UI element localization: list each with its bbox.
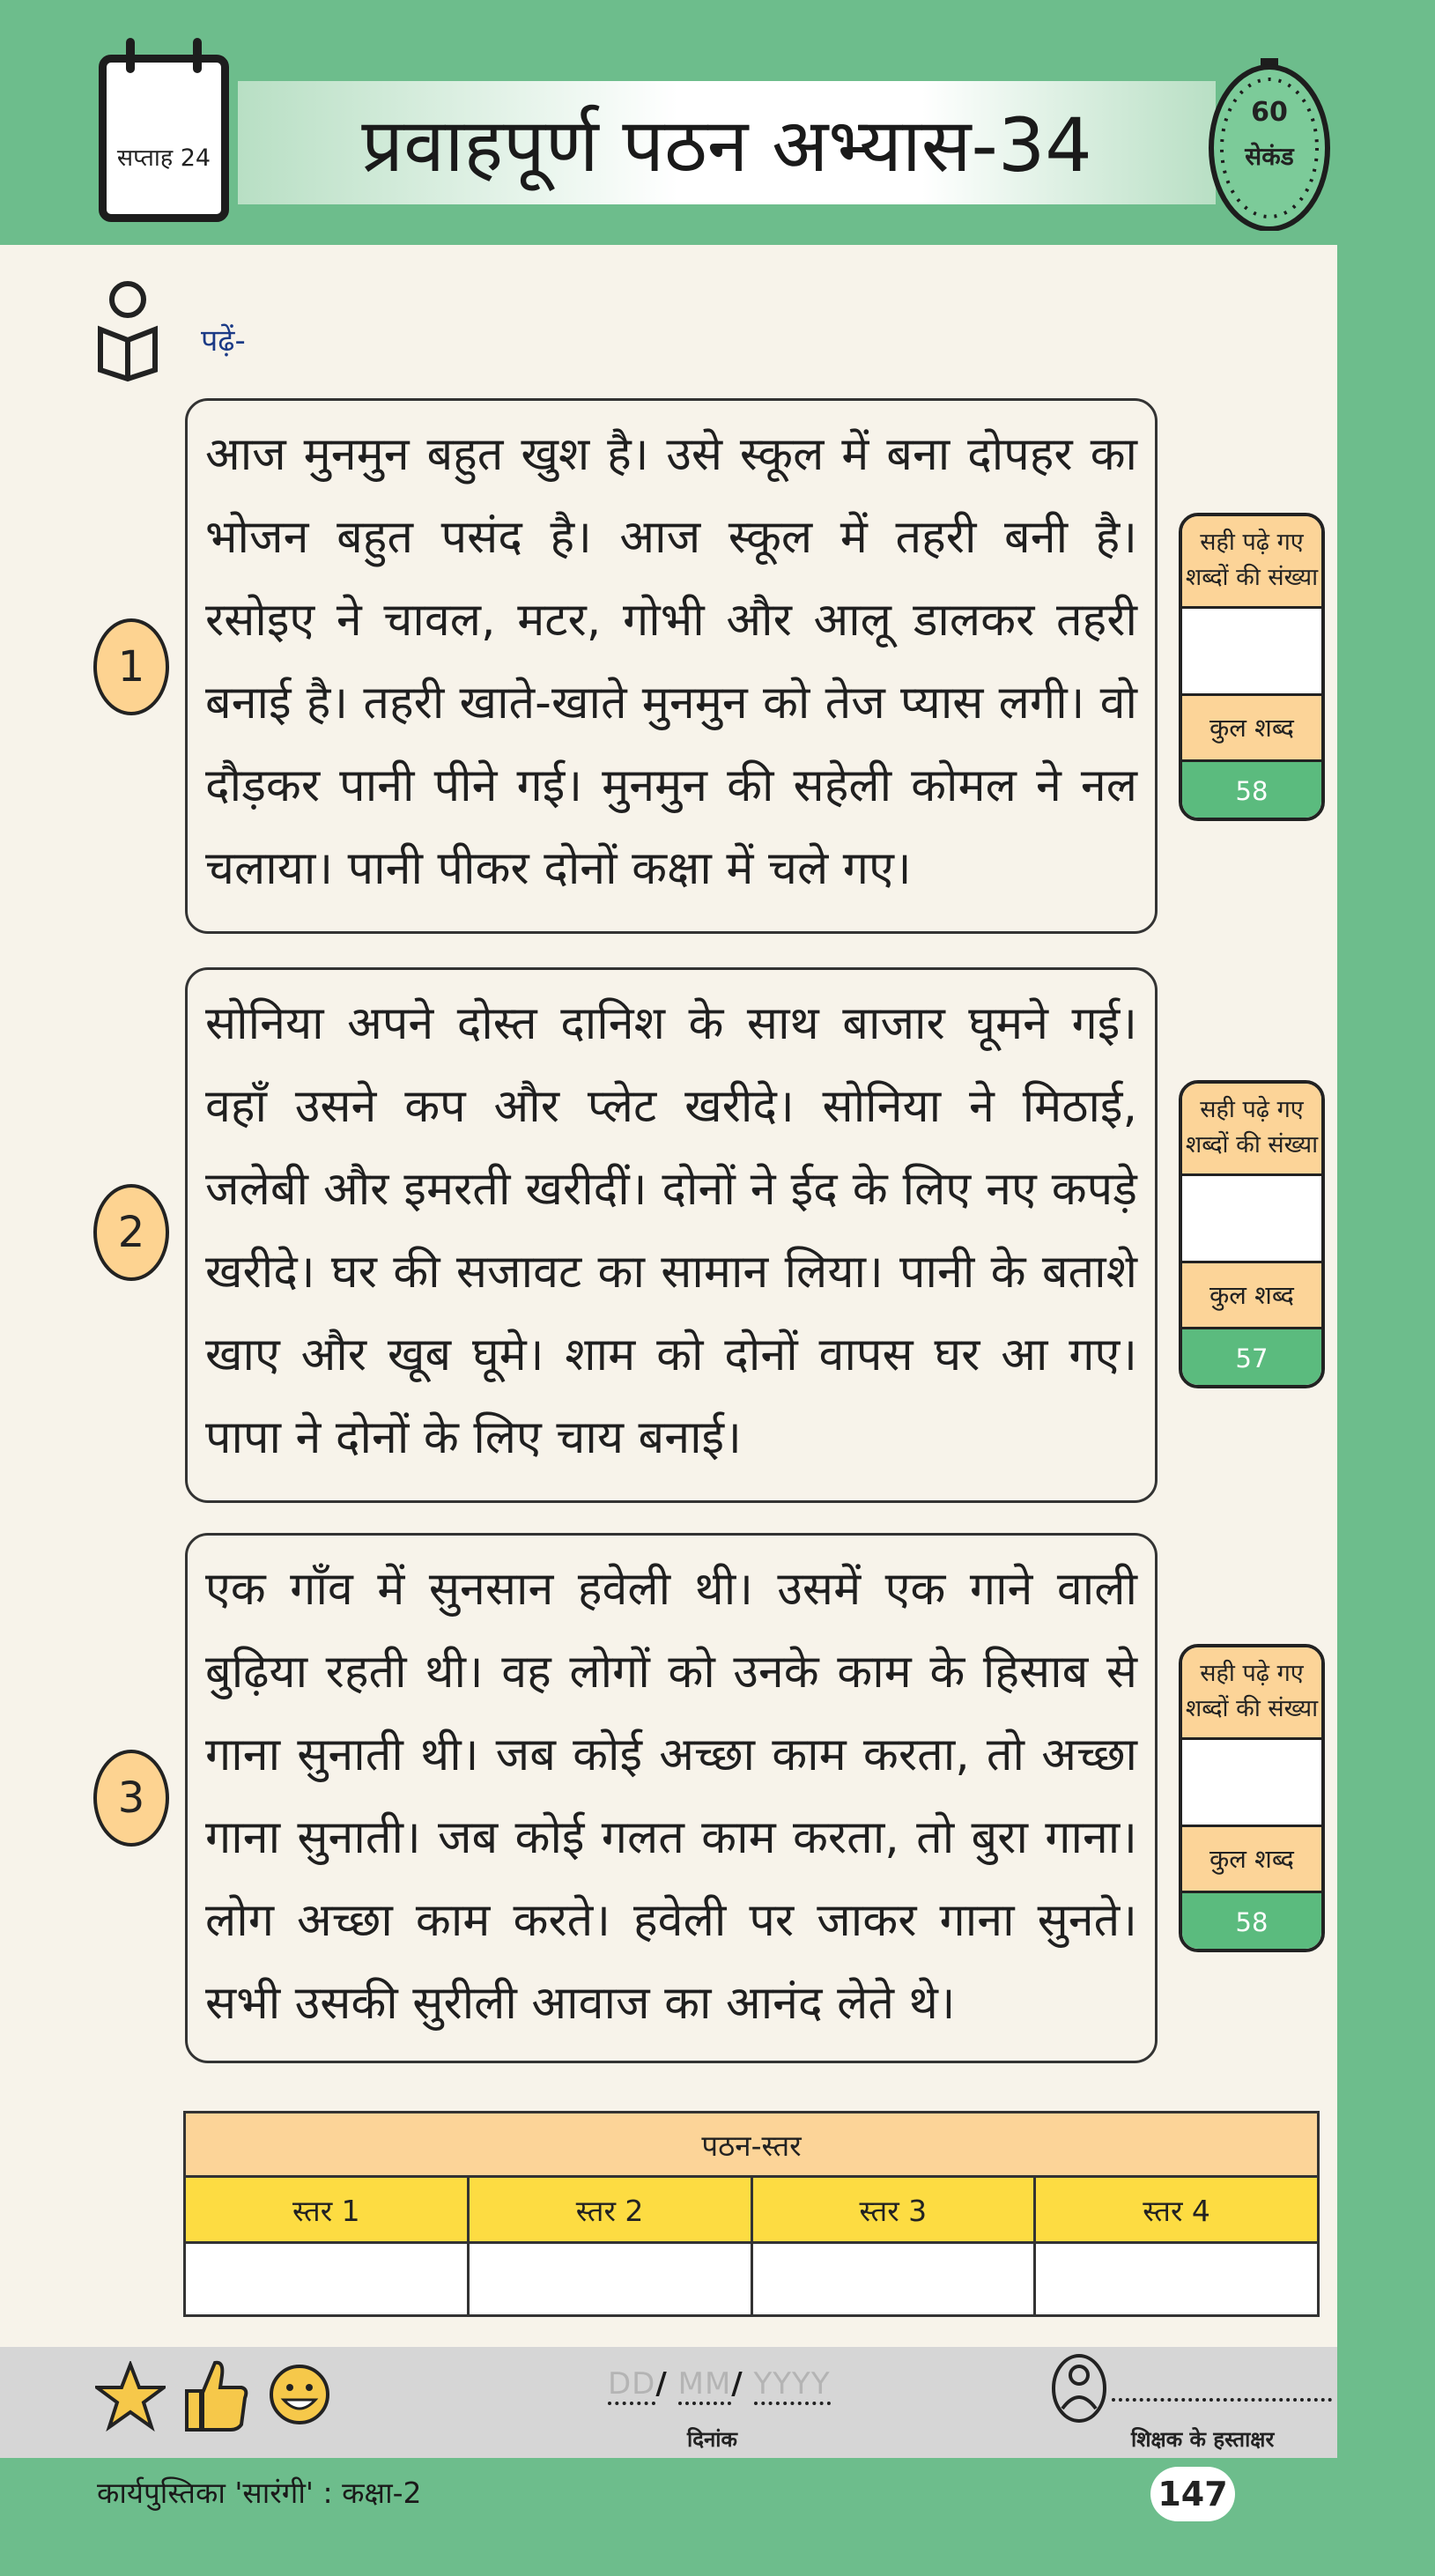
correct-words-label: सही पढ़े गए शब्दों की संख्या — [1182, 1084, 1321, 1173]
timer-badge — [1207, 58, 1332, 231]
passage-text: सोनिया अपने दोस्त दानिश के साथ बाजार घूमने गई। वहाँ उसने कप और प्लेट खरीदे। सोनिया ने मिठाई, जलेबी और इमरती खरीदीं। दोनों ने ईद के लिए नए कपड़े खरीदे। घर की सजावट का सामान लिया। पानी के बताशे खाए और खूब घूमे। शाम को दोनों वापस घर आ गए। पापा ने दोनों के लिए चाय बनाई। — [205, 997, 1137, 1464]
correct-words-input[interactable] — [1182, 1737, 1321, 1827]
smiley-icon[interactable] — [268, 2363, 331, 2426]
word-count-box — [1179, 1644, 1325, 1952]
passage-box — [185, 967, 1158, 1503]
level-marks-row — [185, 2243, 1319, 2316]
week-calendar-badge — [99, 55, 229, 222]
reading-level-header: पठन-स्तर — [185, 2113, 1319, 2177]
calendar-ring-icon — [126, 38, 135, 73]
teacher-signature-icon — [1050, 2352, 1108, 2424]
correct-words-label: सही पढ़े गए शब्दों की संख्या — [1182, 516, 1321, 606]
timer-value: 60 — [1251, 97, 1288, 128]
star-icon[interactable] — [95, 2361, 166, 2432]
date-field[interactable]: DD/ MM/ YYYY — [608, 2366, 831, 2402]
passage-text: एक गाँव में सुनसान हवेली थी। उसमें एक गाने वाली बुढ़िया रहती थी। वह लोगों को उनके काम के हिसाब से गाना सुनाती थी। जब कोई अच्छा काम करता, तो अच्छा गाना सुनाती। जब कोई गलत काम करता, तो बुरा गाना। लोग अच्छा काम करते। हवेली पर जाकर गाना सुनते। सभी उसकी सुरीली आवाज का आनंद लेते थे। — [205, 1563, 1137, 2030]
correct-words-input[interactable] — [1182, 606, 1321, 696]
reading-level-table — [183, 2111, 1320, 2317]
passage-number-badge: 2 — [93, 1184, 169, 1281]
date-label: दिनांक — [687, 2427, 737, 2452]
level-label: स्तर 4 — [1035, 2177, 1319, 2243]
page-number: 147 — [1150, 2467, 1235, 2521]
total-words-label: कुल शब्द — [1182, 696, 1321, 762]
level-label: स्तर 3 — [751, 2177, 1035, 2243]
calendar-ring-icon — [193, 38, 202, 73]
thumbs-up-icon[interactable] — [183, 2358, 250, 2433]
instruction-label: पढ़ें- — [201, 323, 246, 359]
book-title: कार्यपुस्तिका 'सारंगी' : कक्षा-2 — [97, 2476, 422, 2510]
total-words-label: कुल शब्द — [1182, 1827, 1321, 1893]
signature-line[interactable] — [1112, 2398, 1332, 2402]
word-count-box — [1179, 513, 1325, 821]
reading-child-icon — [95, 278, 160, 382]
week-label: सप्ताह 24 — [116, 144, 211, 172]
passage-text: आज मुनमुन बहुत खुश है। उसे स्कूल में बना दोपहर का भोजन बहुत पसंद है। आज स्कूल में तहरी बनी है। रसोइए ने चावल, मटर, गोभी और आलू डालकर तहरी बनाई है। तहरी खाते-खाते मुनमुन को तेज प्यास लगी। वो दौड़कर पानी पीने गई। मुनमुन की सहेली कोमल ने नल चलाया। पानी पीकर दोनों कक्षा में चले गए। — [205, 428, 1137, 895]
correct-words-label: सही पढ़े गए शब्दों की संख्या — [1182, 1647, 1321, 1737]
date-year-placeholder: YYYY — [754, 2366, 831, 2405]
level-labels-row — [185, 2177, 1319, 2243]
total-words-value: 57 — [1182, 1329, 1321, 1388]
passage-box — [185, 398, 1158, 934]
level-mark-cell[interactable] — [751, 2243, 1035, 2316]
level-mark-cell[interactable] — [185, 2243, 469, 2316]
level-mark-cell[interactable] — [468, 2243, 751, 2316]
total-words-label: कुल शब्द — [1182, 1263, 1321, 1329]
total-words-value: 58 — [1182, 1893, 1321, 1952]
passage-box — [185, 1533, 1158, 2063]
level-label: स्तर 1 — [185, 2177, 469, 2243]
correct-words-input[interactable] — [1182, 1173, 1321, 1263]
timer-unit: सेकंड — [1245, 142, 1294, 171]
date-month-placeholder: MM — [678, 2366, 732, 2405]
date-day-placeholder: DD — [608, 2366, 655, 2405]
signature-label: शिक्षक के हस्ताक्षर — [1131, 2427, 1275, 2452]
level-label: स्तर 2 — [468, 2177, 751, 2243]
passage-number-badge: 3 — [93, 1750, 169, 1847]
page-title: प्रवाहपूर्ण पठन अभ्यास-34 — [361, 102, 1092, 189]
level-mark-cell[interactable] — [1035, 2243, 1319, 2316]
word-count-box — [1179, 1080, 1325, 1388]
total-words-value: 58 — [1182, 762, 1321, 821]
table-header-row — [185, 2113, 1319, 2177]
passage-number-badge: 1 — [93, 618, 169, 715]
